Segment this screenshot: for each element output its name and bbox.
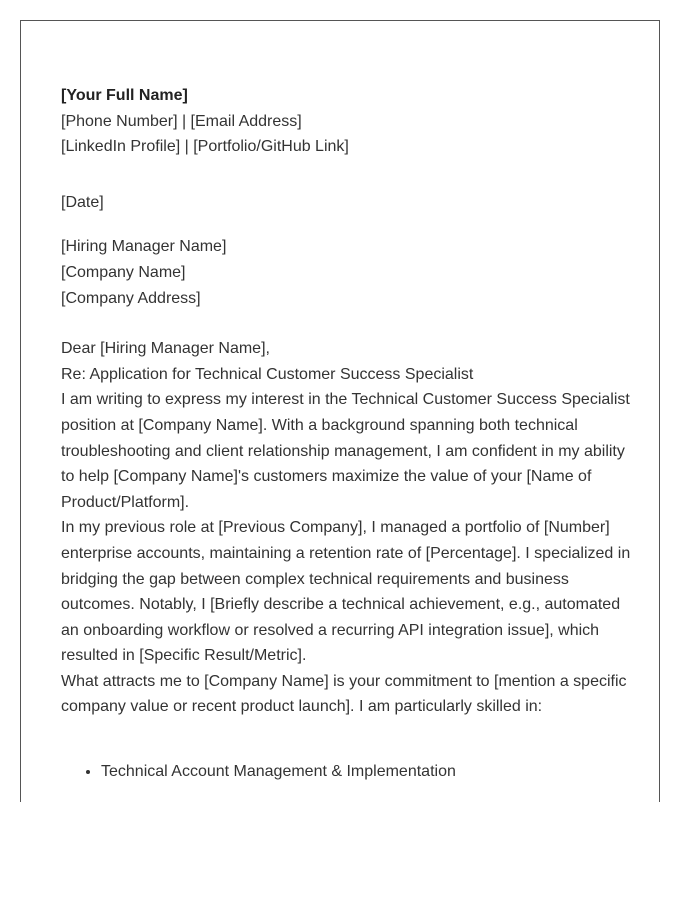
sender-full-name: [Your Full Name] — [61, 87, 188, 104]
letter-content — [61, 83, 631, 785]
body-paragraph-motivation: What attracts me to [Company Name] is your commitment to [mention a specific company value or recent product launch]. I am particularly skilled in: — [61, 672, 627, 716]
subject-line: Re: Application for Technical Customer Success Specialist — [61, 365, 474, 383]
skills-list — [61, 759, 631, 785]
body-paragraph-intro: I am writing to express my interest in the Technical Customer Success Specialist position at [Company Name]. With a background spanning both technical troubleshooting and client relationship management, I am confident in my ability to help [Company Name]'s customers maximize the value of your [Name of Product/Platform]. — [61, 391, 630, 511]
letter-page — [20, 20, 660, 802]
letter-body — [61, 336, 631, 720]
skills-list-item: • Technical Account Management & Implementation — [101, 759, 631, 785]
sender-links-line: [LinkedIn Profile] | [Portfolio/GitHub Link] — [61, 138, 349, 156]
recipient-name: [Hiring Manager Name] — [61, 238, 227, 256]
salutation: Dear [Hiring Manager Name], — [61, 340, 270, 358]
body-paragraph-experience: In my previous role at [Previous Company], I managed a portfolio of [Number] enterprise accounts, maintaining a retention rate of [Percentage]. I specialized in bridging the gap between complex technical requirements and business outcomes. Notably, I [Briefly describe a technical achievement, e.g., automated an onboarding workflow or resolved a recurring API integration issue], which resulted in [Specific Result/Metric]. — [61, 519, 631, 665]
recipient-company: [Company Name] — [61, 263, 186, 281]
sender-contact-line: [Phone Number] | [Email Address] — [61, 112, 302, 130]
letter-date: [Date] — [61, 193, 104, 211]
date-block — [61, 190, 631, 216]
recipient-block — [61, 234, 631, 311]
recipient-address: [Company Address] — [61, 289, 201, 307]
sender-block — [61, 83, 631, 160]
